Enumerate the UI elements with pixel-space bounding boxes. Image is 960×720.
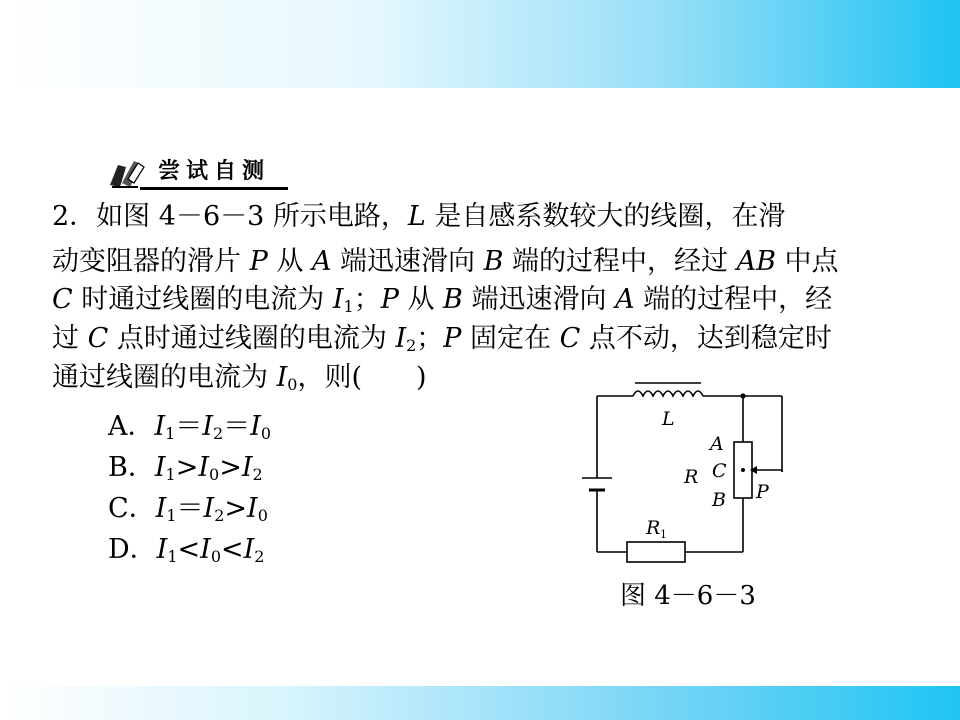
resistor-r1 — [627, 542, 685, 562]
italic-symbol: I — [250, 411, 261, 442]
text-run: B． — [108, 452, 155, 483]
resistor-label-sub: 1 — [660, 528, 667, 541]
question-line — [52, 283, 832, 317]
italic-symbol: C — [559, 323, 581, 354]
subscript: 0 — [287, 375, 298, 394]
italic-symbol: I — [395, 323, 407, 354]
question-line — [52, 361, 427, 395]
end-b-label: B — [712, 489, 726, 511]
italic-symbol: B — [443, 284, 463, 315]
inductor-coil — [633, 391, 703, 396]
question-line — [52, 245, 839, 279]
italic-symbol: C — [87, 323, 109, 354]
text-run: < — [221, 534, 244, 565]
text-run: 从 — [267, 246, 312, 277]
text-run: 通过线圈的电流为 — [52, 362, 277, 393]
text-run: > — [219, 452, 242, 483]
italic-symbol: I — [154, 411, 166, 442]
italic-symbol: B — [483, 246, 504, 277]
subscript: 0 — [209, 465, 220, 484]
subscript: 2 — [214, 506, 225, 525]
subscript: 2 — [252, 465, 263, 484]
text-run: > — [175, 452, 199, 483]
text-run: 中点 — [775, 246, 839, 277]
text-run: 过 — [52, 323, 88, 354]
italic-symbol: I — [198, 452, 209, 483]
italic-symbol: AB — [736, 246, 776, 277]
top-decorative-band — [0, 0, 960, 88]
end-a-label: A — [710, 433, 724, 455]
subscript: 1 — [343, 297, 354, 316]
text-run: ＝ — [175, 411, 203, 442]
section-title: 尝试自测 — [158, 159, 271, 184]
italic-symbol: I — [247, 493, 258, 524]
pencil-pen-icon — [108, 157, 146, 189]
subscript: 0 — [210, 547, 221, 566]
rheostat-mid-dot — [741, 468, 745, 472]
mid-c-label: C — [712, 460, 727, 482]
italic-symbol: C — [52, 284, 73, 315]
subscript: 2 — [254, 547, 265, 566]
text-run: 固定在 — [461, 323, 560, 354]
subscript: 1 — [166, 506, 177, 525]
italic-symbol: I — [203, 493, 215, 524]
inductor-label: L — [662, 408, 675, 430]
italic-symbol: I — [200, 534, 211, 565]
text-run: > — [224, 493, 248, 524]
text-run: 端的过程中，经 — [634, 284, 833, 315]
subscript: 1 — [167, 547, 178, 566]
subscript: 2 — [406, 336, 417, 355]
text-run: 从 — [398, 284, 444, 315]
italic-symbol: I — [243, 534, 255, 565]
junction-dot — [740, 393, 745, 398]
italic-symbol: A — [311, 246, 332, 277]
italic-symbol: P — [443, 323, 462, 354]
text-run: ； — [416, 323, 444, 354]
italic-symbol: L — [407, 201, 426, 232]
text-run: ＝ — [176, 493, 204, 524]
italic-symbol: I — [202, 411, 214, 442]
italic-symbol: I — [156, 534, 168, 565]
text-run: 端迅速滑向 — [462, 284, 616, 315]
italic-symbol: I — [276, 362, 288, 393]
italic-symbol: I — [154, 452, 166, 483]
subscript: 1 — [165, 424, 176, 443]
text-run: ，则( ) — [297, 362, 427, 393]
text-run: < — [177, 534, 201, 565]
figure-caption: 图 4－6－3 — [620, 581, 756, 611]
text-run: 点时通过线圈的电流为 — [108, 323, 396, 354]
text-run: 2．如图 4－6－3 所示电路， — [52, 201, 408, 232]
rheostat-label: R — [684, 466, 699, 488]
answer-option[interactable] — [108, 410, 271, 444]
text-run: 是自感系数较大的线圈，在滑 — [425, 201, 786, 232]
section-underline — [140, 187, 288, 190]
text-run: A． — [108, 411, 155, 442]
subscript: 0 — [260, 424, 272, 443]
question-line — [52, 200, 785, 234]
subscript: 0 — [257, 506, 268, 525]
circuit-diagram — [560, 370, 820, 570]
italic-symbol: I — [155, 493, 167, 524]
answer-option[interactable] — [108, 492, 268, 526]
subscript: 1 — [165, 465, 176, 484]
italic-symbol: P — [380, 284, 399, 315]
italic-symbol: I — [241, 452, 253, 483]
text-run: ； — [353, 284, 381, 315]
resistor-label: R — [646, 517, 661, 539]
text-run: 端的过程中，经过 — [503, 246, 737, 277]
text-run: 时通过线圈的电流为 — [72, 284, 333, 315]
slider-label: P — [756, 481, 769, 503]
italic-symbol: A — [615, 284, 635, 315]
text-run: 动变阻器的滑片 — [52, 246, 250, 277]
text-run: D． — [108, 534, 157, 565]
text-run: C． — [108, 493, 156, 524]
text-run: 端迅速滑向 — [331, 246, 484, 277]
answer-option[interactable] — [108, 451, 263, 485]
section-header — [108, 156, 270, 190]
subscript: 2 — [213, 424, 224, 443]
italic-symbol: I — [332, 284, 344, 315]
bottom-decorative-band — [0, 686, 960, 720]
question-line — [52, 322, 832, 356]
text-run: ＝ — [223, 411, 251, 442]
answer-option[interactable] — [108, 533, 264, 567]
text-run: 点不动，达到稳定时 — [580, 323, 832, 354]
italic-symbol: P — [249, 246, 268, 277]
